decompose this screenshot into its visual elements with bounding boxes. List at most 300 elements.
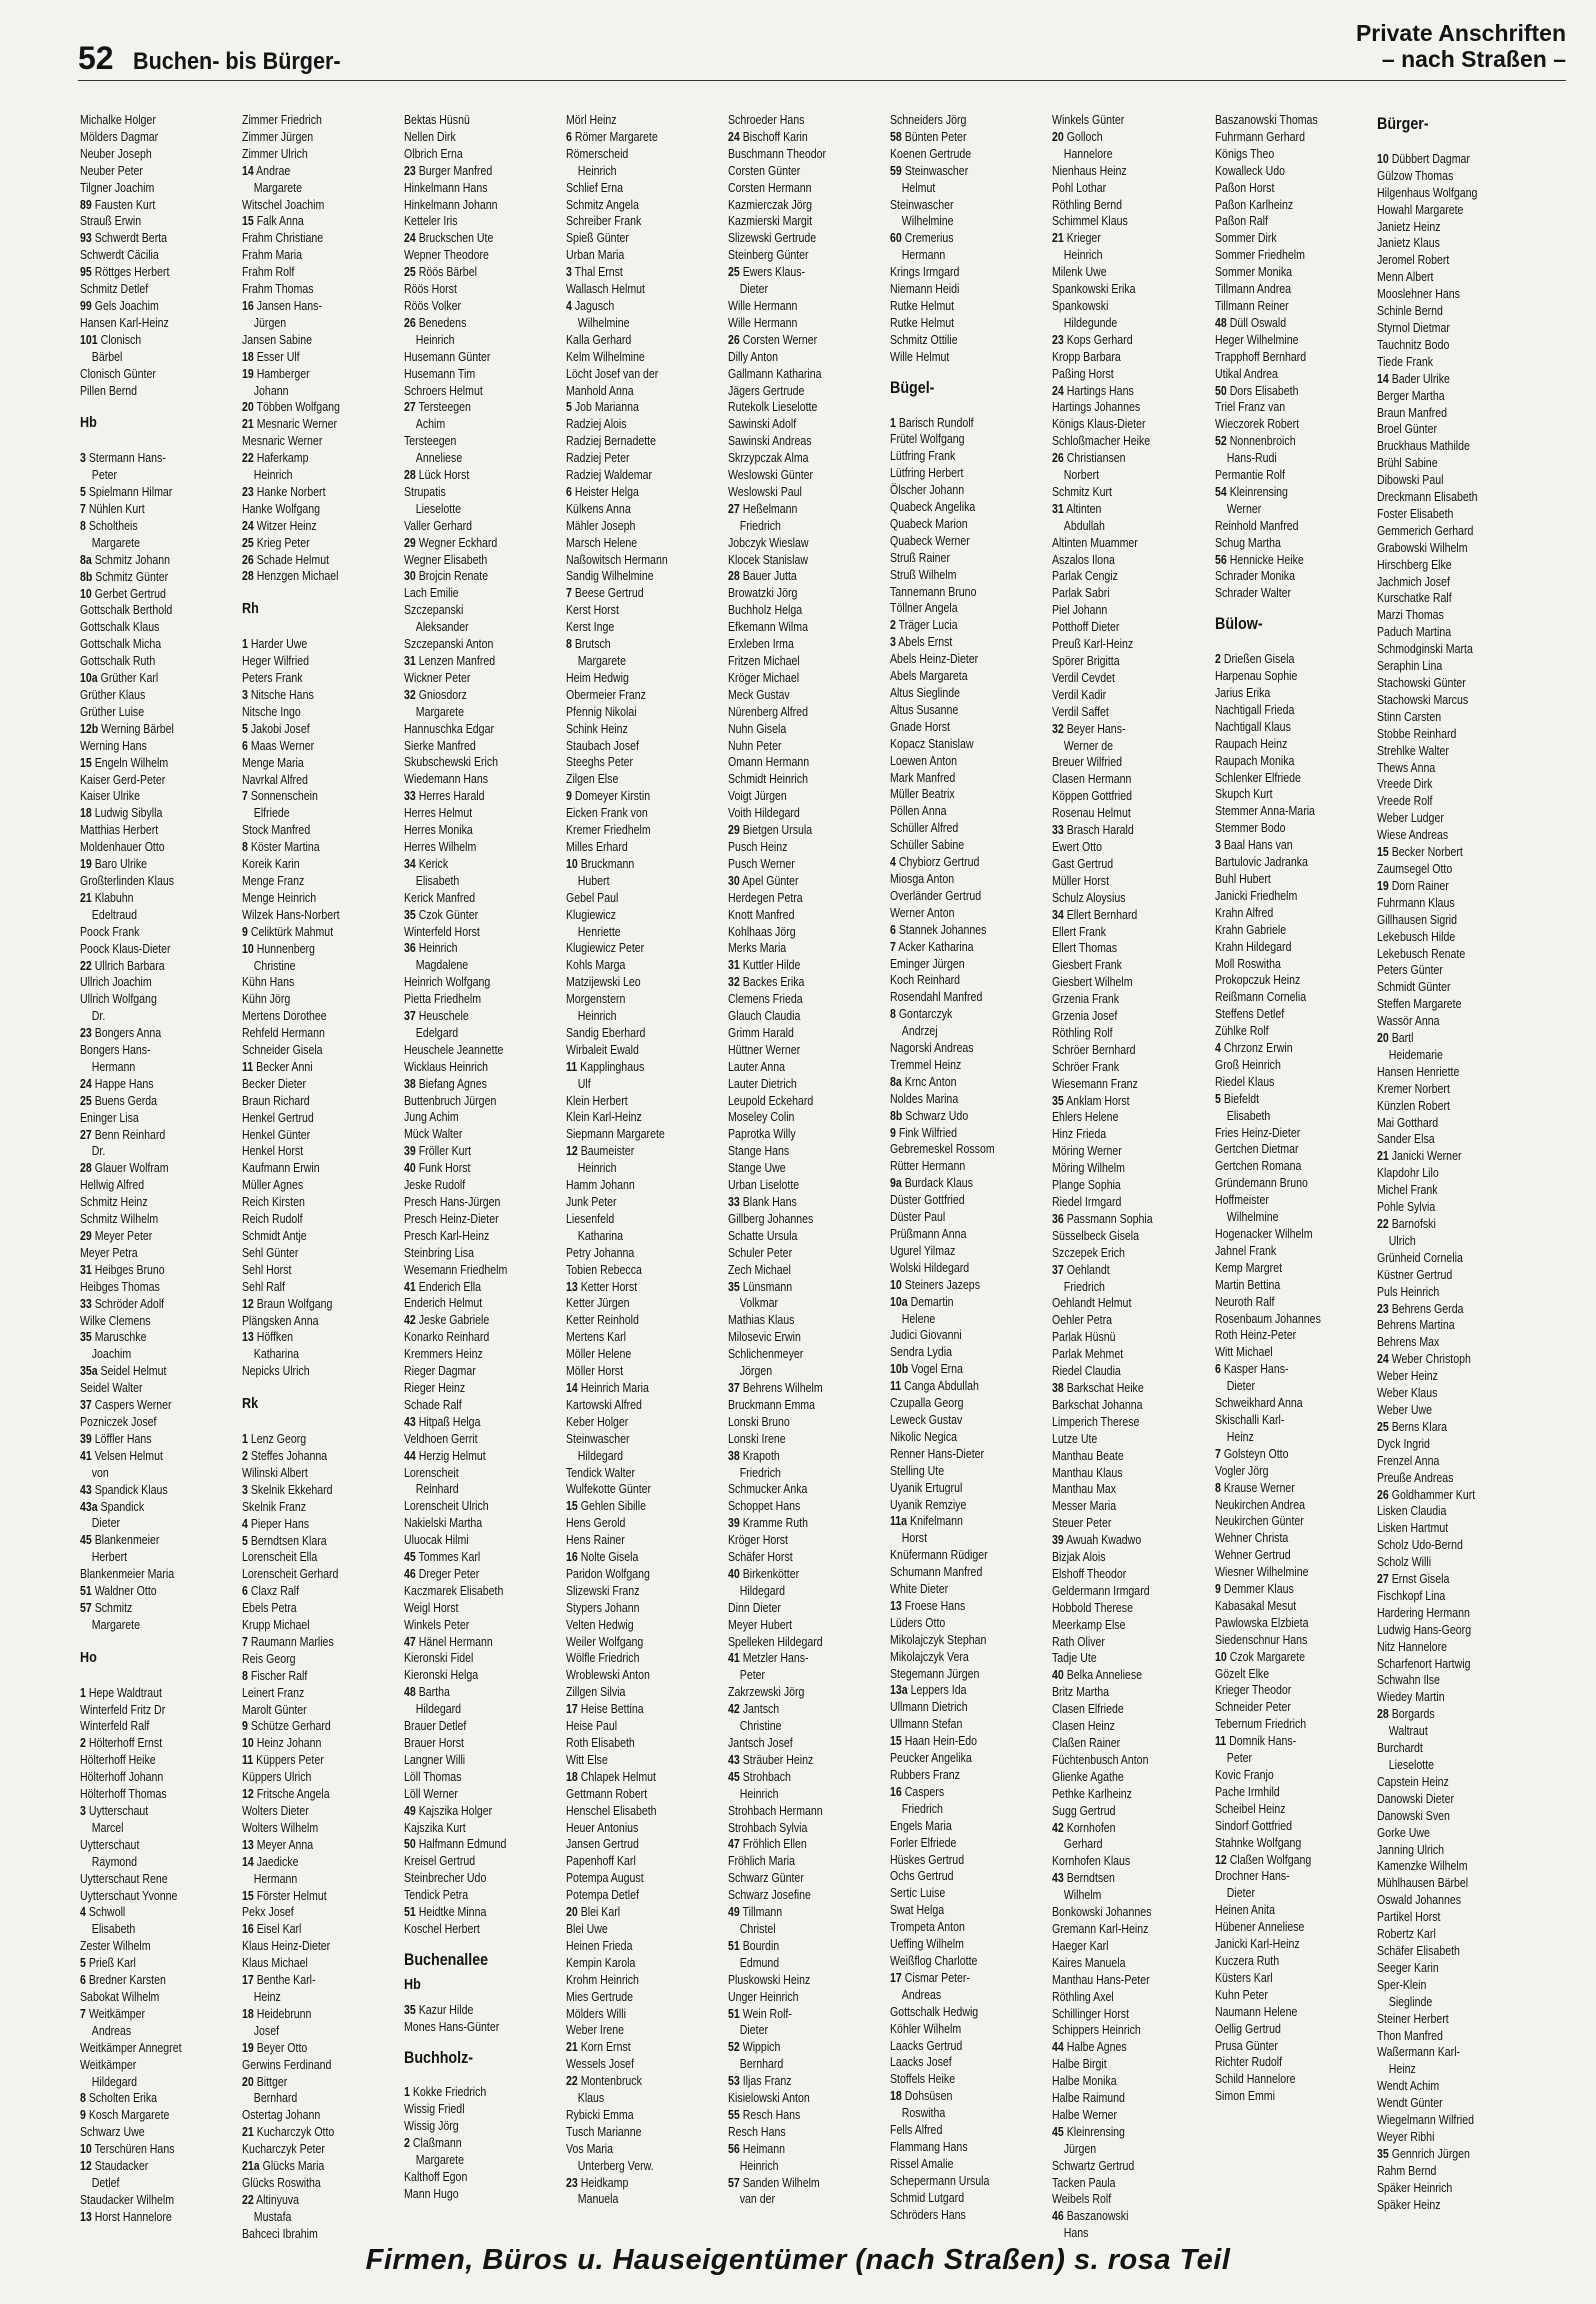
- directory-entry: Schloßmacher Heike: [1052, 434, 1151, 449]
- directory-entry: Liesenfeld: [566, 1211, 615, 1226]
- directory-entry: 5 Jakobi Josef: [242, 721, 310, 736]
- directory-entry: Giesbert Frank: [1052, 958, 1122, 973]
- directory-entry: 35 Kazur Hilde: [404, 2002, 474, 2017]
- house-number: 12: [566, 1144, 578, 1159]
- directory-entry: Stange Uwe: [728, 1161, 786, 1176]
- directory-entry: Reißmann Cornelia: [1215, 990, 1307, 1005]
- entry-continuation: Wilhelmine: [577, 315, 630, 330]
- directory-entry: Milles Erhard: [566, 839, 628, 854]
- directory-entry: Ullrich Wolfgang: [80, 992, 157, 1007]
- directory-entry: Ostertag Johann: [242, 2108, 321, 2123]
- house-number: 4: [890, 855, 896, 870]
- house-number: 23: [1052, 332, 1064, 347]
- house-number: 42: [1052, 1820, 1064, 1835]
- entry-continuation: Heinz: [1226, 1429, 1254, 1444]
- directory-entry: 15 Haan Hein-Edo: [890, 1734, 978, 1749]
- directory-entry: Wesemann Friedhelm: [404, 1262, 508, 1277]
- directory-entry: 20 Blei Karl: [566, 1905, 621, 1920]
- directory-entry: Skischalli Karl-: [1215, 1412, 1285, 1427]
- directory-entry: Radziej Peter: [566, 451, 630, 466]
- directory-entry: Hölterhoff Thomas: [80, 1787, 167, 1802]
- house-number: 32: [1052, 721, 1064, 736]
- house-number: 10: [890, 1277, 902, 1292]
- directory-entry: Lutze Ute: [1052, 1431, 1098, 1446]
- directory-entry: Kovic Franjo: [1215, 1768, 1274, 1782]
- directory-entry: Mühlhausen Bärbel: [1377, 1876, 1469, 1891]
- directory-entry: Stegemann Jürgen: [890, 1666, 980, 1681]
- entry-continuation: Hildegard: [739, 1583, 786, 1598]
- directory-entry: Omann Hermann: [728, 755, 810, 770]
- directory-entry: Marzi Thomas: [1377, 608, 1444, 623]
- directory-entry: Verdil Kadir: [1052, 687, 1107, 702]
- directory-entry: 50 Dors Elisabeth: [1215, 383, 1299, 398]
- directory-entry: Aszalos Ilona: [1052, 552, 1115, 567]
- directory-entry: Lonski Irene: [728, 1431, 786, 1446]
- directory-entry: Sabokat Wilhelm: [80, 1989, 160, 2004]
- directory-entry: 53 Iljas Franz: [728, 2074, 792, 2089]
- directory-entry: Krahn Alfred: [1215, 905, 1274, 920]
- house-number: 37: [404, 1009, 416, 1024]
- house-number: 12: [80, 2159, 92, 2174]
- directory-entry: 26 Corsten Werner: [728, 332, 818, 347]
- house-number: 1: [242, 637, 248, 652]
- entry-continuation: Magdalene: [415, 958, 469, 973]
- directory-entry: Robertz Karl: [1377, 1927, 1436, 1942]
- directory-entry: Köhler Wilhelm: [890, 2021, 962, 2036]
- directory-entry: Gebremeskel Rossom: [890, 1142, 995, 1157]
- directory-entry: Buschmann Theodor: [728, 146, 827, 161]
- directory-entry: Schmucker Anka: [728, 1482, 808, 1497]
- directory-entry: Kropp Barbara: [1052, 349, 1121, 364]
- directory-entry: Zilgen Else: [566, 772, 619, 787]
- house-number: 21: [1377, 1149, 1389, 1164]
- directory-entry: 11 Küppers Peter: [242, 1753, 324, 1768]
- entry-continuation: Wilhelm: [1063, 1888, 1102, 1903]
- directory-entry: Wölfle Friedrich: [566, 1651, 640, 1666]
- directory-entry: Schillinger Horst: [1052, 2006, 1130, 2021]
- entry-continuation: Dieter: [739, 2023, 768, 2038]
- directory-entry: Gottschalk Klaus: [80, 620, 160, 635]
- directory-entry: 35 Czok Günter: [404, 907, 479, 922]
- directory-entry: Möring Werner: [1052, 1144, 1122, 1159]
- directory-entry: Flammang Hans: [890, 2139, 968, 2154]
- house-number: 39: [80, 1431, 92, 1446]
- house-number: 18: [566, 1769, 578, 1784]
- directory-entry: Tendick Petra: [404, 1888, 469, 1903]
- directory-entry: 19 Hamberger: [242, 366, 310, 381]
- directory-entry: Köppen Gottfried: [1052, 789, 1132, 804]
- house-number: 57: [728, 2175, 740, 2190]
- house-number: 20: [566, 1905, 578, 1920]
- directory-entry: Naßowitsch Hermann: [566, 552, 668, 567]
- directory-entry: Janicki Friedhelm: [1215, 888, 1298, 903]
- directory-entry: 17 Heise Bettina: [566, 1702, 644, 1717]
- directory-entry: 39 Löffler Hans: [80, 1431, 152, 1446]
- entry-continuation: Lieselotte: [415, 501, 462, 516]
- directory-entry: Heinen Frieda: [566, 1938, 633, 1953]
- directory-entry: 20 Többen Wolfgang: [242, 400, 340, 415]
- directory-entry: Parlak Mehmet: [1052, 1347, 1124, 1362]
- house-number: 31: [80, 1262, 92, 1277]
- entry-continuation: Heinrich: [739, 2158, 779, 2173]
- house-number: 8: [890, 1007, 896, 1022]
- directory-entry: 25 Berns Klara: [1377, 1419, 1447, 1434]
- directory-entry: Lisken Claudia: [1377, 1504, 1447, 1519]
- house-number: 10: [566, 856, 578, 871]
- directory-entry: Tannemann Bruno: [890, 584, 977, 599]
- directory-entry: Reinhold Manfred: [1215, 518, 1299, 533]
- directory-entry: Marsch Helene: [566, 535, 638, 550]
- directory-entry: Neuber Peter: [80, 163, 143, 178]
- house-number: 26: [1052, 451, 1064, 466]
- directory-entry: 22 Montenbruck: [566, 2074, 642, 2089]
- directory-entry: Winkels Peter: [404, 1617, 470, 1632]
- directory-column: [404, 112, 566, 2210]
- house-number: 8b: [80, 569, 93, 584]
- directory-entry: Sandig Wilhelmine: [566, 569, 654, 584]
- directory-entry: 24 Bischoff Karin: [728, 129, 808, 144]
- house-number: 18: [242, 349, 254, 364]
- entry-continuation: Werner de: [1063, 738, 1113, 753]
- house-number: 33: [728, 1195, 740, 1209]
- directory-entry: 44 Herzig Helmut: [404, 1448, 486, 1463]
- section-title-line-2: – nach Straßen –: [1381, 46, 1566, 72]
- directory-entry: Hilgenhaus Wolfgang: [1377, 185, 1478, 200]
- entry-continuation: Ulrich: [1388, 1233, 1416, 1248]
- house-number: 13a: [890, 1683, 908, 1698]
- directory-entry: 8 Krause Werner: [1215, 1480, 1295, 1495]
- directory-entry: Stoffels Heike: [890, 2072, 956, 2087]
- house-number: 10: [242, 941, 254, 956]
- directory-entry: Ullrich Joachim: [80, 975, 152, 990]
- directory-entry: Kucharczyk Peter: [242, 2142, 325, 2157]
- directory-entry: Szczepek Erich: [1052, 1245, 1125, 1260]
- directory-entry: Kremer Friedhelm: [566, 823, 651, 838]
- house-number: 43: [728, 1752, 740, 1767]
- directory-entry: Plange Sophia: [1052, 1178, 1121, 1193]
- directory-entry: Meyer Petra: [80, 1245, 138, 1260]
- directory-entry: Wilke Clemens: [80, 1313, 151, 1328]
- house-number: 37: [728, 1380, 740, 1395]
- directory-entry: Abels Heinz-Dieter: [890, 652, 979, 667]
- directory-entry: Lorenscheit Ella: [242, 1550, 318, 1565]
- directory-entry: 11 Canga Abdullah: [890, 1379, 979, 1394]
- directory-entry: 11 Becker Anni: [242, 1059, 313, 1074]
- directory-entry: Schlenker Elfriede: [1215, 770, 1301, 785]
- section-title-line-1: Private Anschriften: [1355, 20, 1566, 46]
- house-number: 35: [1377, 2146, 1389, 2161]
- directory-entry: Clemens Frieda: [728, 992, 803, 1007]
- directory-entry: Schrader Monika: [1215, 569, 1295, 584]
- directory-entry: Müller Horst: [1052, 873, 1110, 888]
- house-number: 16: [890, 1784, 902, 1799]
- house-number: 43: [1052, 1871, 1064, 1886]
- directory-entry: Sehl Günter: [242, 1245, 299, 1260]
- directory-entry: Fries Heinz-Dieter: [1215, 1125, 1301, 1140]
- directory-entry: Winterfeld Horst: [404, 924, 480, 939]
- directory-entry: Velten Hedwig: [566, 1617, 634, 1632]
- directory-entry: Jahnel Frank: [1215, 1243, 1277, 1258]
- directory-entry: 20 Bittger: [242, 2074, 288, 2089]
- entry-continuation: Josef: [253, 2023, 280, 2038]
- directory-entry: 22 Altinyuva: [242, 2192, 300, 2207]
- directory-entry: Stemmer Anna-Maria: [1215, 804, 1315, 819]
- directory-entry: Eninger Lisa: [80, 1110, 139, 1125]
- directory-entry: Schwarz Josefine: [728, 1888, 811, 1903]
- directory-entry: Hardering Hermann: [1377, 1605, 1470, 1620]
- entry-continuation: van der: [739, 2192, 776, 2207]
- directory-entry: 3 Skelnik Ekkehard: [242, 1482, 333, 1497]
- directory-entry: Preuße Andreas: [1377, 1470, 1454, 1485]
- entry-continuation: Peter: [739, 1668, 766, 1683]
- house-number: 35a: [80, 1364, 98, 1379]
- directory-entry: Bizjak Alois: [1052, 1550, 1106, 1565]
- directory-entry: Manthau Hans-Peter: [1052, 1972, 1150, 1987]
- directory-entry: 51 Bourdin: [728, 1938, 780, 1953]
- directory-entry: Wiesemann Franz: [1052, 1076, 1138, 1091]
- directory-entry: Thon Manfred: [1377, 2028, 1443, 2043]
- directory-entry: Brühl Sabine: [1377, 456, 1438, 471]
- directory-entry: Weber Ludger: [1377, 811, 1444, 826]
- directory-entry: 60 Cremerius: [890, 231, 954, 246]
- directory-entry: Klaus Heinz-Dieter: [242, 1939, 331, 1954]
- entry-continuation: Andreas: [901, 1987, 942, 2002]
- directory-entry: 7 Golsteyn Otto: [1215, 1446, 1289, 1461]
- house-number: 6: [242, 1584, 248, 1599]
- house-number: 19: [1377, 878, 1389, 893]
- directory-entry: Keber Holger: [566, 1414, 629, 1429]
- directory-entry: Mooslehner Hans: [1377, 287, 1460, 302]
- spacer: [80, 440, 216, 450]
- directory-entry: Pozniczek Josef: [80, 1414, 157, 1429]
- directory-entry: Hölterhoff Heike: [80, 1753, 156, 1768]
- directory-entry: Kieronski Fidel: [404, 1651, 474, 1666]
- directory-entry: Blei Uwe: [566, 1921, 608, 1936]
- entry-continuation: Dieter: [1226, 1379, 1255, 1394]
- directory-entry: Michalke Holger: [80, 113, 156, 127]
- house-number: 42: [404, 1313, 416, 1328]
- directory-entry: Radziej Bernadette: [566, 434, 656, 449]
- directory-entry: 16 Nolte Gisela: [566, 1550, 639, 1565]
- directory-entry: Kohlhaas Jörg: [728, 924, 796, 939]
- directory-entry: Heger Wilhelmine: [1215, 332, 1299, 347]
- directory-entry: Steinberg Günter: [728, 248, 809, 263]
- directory-entry: 39 Awuah Kwadwo: [1052, 1533, 1142, 1548]
- house-number: 18: [242, 2006, 254, 2021]
- house-number: 37: [80, 1398, 92, 1413]
- directory-entry: Schroeder Hans: [728, 113, 805, 127]
- directory-entry: 10 Gerbet Gertrud: [80, 586, 166, 601]
- directory-entry: Kazmierczak Jörg: [728, 197, 813, 212]
- house-number: 45: [80, 1533, 92, 1548]
- directory-entry: Kamenzke Wilhelm: [1377, 1859, 1468, 1874]
- directory-entry: Geldermann Irmgard: [1052, 1583, 1150, 1598]
- house-number: 46: [404, 1566, 416, 1581]
- directory-entry: Erxleben Irma: [728, 637, 794, 652]
- directory-entry: Poock Frank: [80, 924, 140, 939]
- house-number: 15: [566, 1499, 578, 1514]
- directory-entry: Römerscheid: [566, 146, 629, 161]
- house-number: 48: [1215, 315, 1227, 330]
- directory-entry: 40 Birkenkötter: [728, 1566, 800, 1581]
- house-number: 44: [1052, 2040, 1064, 2055]
- house-number: 15: [242, 214, 254, 229]
- directory-entry: Pohle Sylvia: [1377, 1200, 1436, 1215]
- directory-entry: Bruckmann Emma: [728, 1397, 816, 1412]
- entry-continuation: Friedrich: [1063, 1279, 1105, 1294]
- directory-entry: Kröger Michael: [728, 670, 800, 685]
- directory-entry: Klaus Michael: [242, 1956, 308, 1971]
- directory-entry: Elshoff Theodor: [1052, 1566, 1127, 1581]
- house-number: 93: [80, 231, 92, 246]
- directory-entry: Kerst Horst: [566, 603, 619, 618]
- directory-entry: Winkels Günter: [1052, 113, 1125, 127]
- house-number: 38: [404, 1076, 416, 1091]
- directory-entry: Löll Thomas: [404, 1769, 462, 1784]
- directory-entry: Uluocak Hilmi: [404, 1533, 469, 1548]
- directory-entry: 32 Backes Erika: [728, 975, 805, 990]
- directory-entry: 25 Röös Bärbel: [404, 265, 477, 280]
- directory-entry: 25 Ewers Klaus-: [728, 265, 806, 280]
- directory-entry: Ugurel Yilmaz: [890, 1243, 956, 1258]
- directory-entry: Tacken Paula: [1052, 2175, 1116, 2190]
- directory-entry: Grimm Harald: [728, 1025, 794, 1040]
- directory-entry: Wehner Christa: [1215, 1531, 1289, 1546]
- directory-entry: Wille Hermann: [728, 298, 798, 313]
- directory-entry: Parlak Sabri: [1052, 586, 1110, 601]
- directory-entry: 8a Schmitz Johann: [80, 552, 170, 567]
- directory-entry: 41 Enderich Ella: [404, 1279, 482, 1294]
- directory-entry: Enderich Helmut: [404, 1296, 483, 1311]
- directory-entry: Krohm Heinrich: [566, 1972, 639, 1987]
- directory-entry: Efkemann Wilma: [728, 620, 808, 635]
- directory-entry: Herres Helmut: [404, 806, 473, 821]
- directory-entry: Wiedey Martin: [1377, 1690, 1445, 1705]
- directory-entry: 6 Römer Margarete: [566, 129, 658, 144]
- directory-entry: 28 Henzgen Michael: [242, 569, 339, 584]
- house-number: 52: [1215, 434, 1227, 449]
- directory-entry: Brauer Detlef: [404, 1719, 467, 1734]
- directory-entry: Noldes Marina: [890, 1091, 959, 1106]
- directory-entry: Tillmann Andrea: [1215, 282, 1292, 297]
- spacer: [242, 1380, 378, 1390]
- directory-entry: Martin Bettina: [1215, 1277, 1281, 1292]
- entry-continuation: Helmut: [901, 180, 936, 195]
- directory-entry: Staubach Josef: [566, 738, 639, 753]
- directory-entry: Großterlinden Klaus: [80, 873, 175, 888]
- directory-entry: Leinert Franz: [242, 1685, 305, 1700]
- house-number: 25: [728, 265, 740, 280]
- house-number: 6: [242, 738, 248, 753]
- directory-column: [1052, 112, 1214, 2241]
- directory-entry: Röthling Axel: [1052, 1989, 1114, 2004]
- house-number: 28: [728, 569, 740, 584]
- directory-entry: Stypers Johann: [566, 1600, 640, 1615]
- directory-entry: 2 Drießen Gisela: [1215, 652, 1295, 667]
- directory-entry: 3 Nitsche Hans: [242, 688, 314, 702]
- directory-entry: Hens Gerold: [566, 1516, 626, 1531]
- directory-entry: 27 Benn Reinhard: [80, 1127, 166, 1142]
- directory-entry: 10b Vogel Erna: [890, 1362, 963, 1377]
- directory-entry: Weber Heinz: [1377, 1369, 1438, 1384]
- directory-entry: 16 Eisel Karl: [242, 1922, 302, 1937]
- directory-entry: 33 Herres Harald: [404, 789, 485, 804]
- directory-entry: Jägers Gertrude: [728, 383, 805, 398]
- house-number: 56: [1215, 552, 1227, 567]
- directory-entry: Wille Helmut: [890, 349, 950, 364]
- directory-entry: 4 Pieper Hans: [242, 1516, 310, 1531]
- entry-continuation: Edelgard: [415, 1025, 459, 1040]
- house-number: 8: [566, 637, 572, 652]
- directory-entry: Potempa Detlef: [566, 1888, 639, 1903]
- directory-entry: Löcht Josef van der: [566, 366, 659, 381]
- directory-entry: Paßing Horst: [1052, 366, 1114, 381]
- directory-entry: 23 Bongers Anna: [80, 1026, 162, 1041]
- house-number: 39: [1052, 1533, 1064, 1548]
- house-number: 6: [566, 129, 572, 144]
- directory-entry: Tilgner Joachim: [80, 180, 155, 195]
- directory-entry: 23 Hanke Norbert: [242, 484, 326, 499]
- directory-entry: Ketter Jürgen: [566, 1296, 630, 1311]
- directory-entry: Seidel Walter: [80, 1381, 143, 1396]
- directory-entry: Knott Manfred: [728, 907, 795, 922]
- directory-entry: Schäfer Elisabeth: [1377, 1943, 1460, 1958]
- entry-continuation: Wilhelmine: [901, 214, 954, 229]
- house-number: 4: [80, 1905, 86, 1920]
- entry-continuation: Joachim: [91, 1347, 132, 1362]
- directory-entry: Schinle Bernd: [1377, 304, 1443, 319]
- house-number: 33: [80, 1296, 92, 1311]
- directory-entry: Hellwig Alfred: [80, 1178, 145, 1193]
- directory-entry: Klein Karl-Heinz: [566, 1110, 642, 1125]
- directory-entry: 9 Demmer Klaus: [1215, 1582, 1294, 1597]
- directory-entry: Füchtenbusch Anton: [1052, 1752, 1149, 1767]
- directory-entry: Mies Gertrude: [566, 1989, 634, 2004]
- house-number: 45: [728, 1769, 740, 1784]
- directory-entry: 50 Halfmann Edmund: [404, 1837, 507, 1852]
- directory-entry: Meck Gustav: [728, 687, 790, 702]
- directory-entry: Skelnik Franz: [242, 1499, 307, 1514]
- directory-entry: Wissig Jörg: [404, 2119, 459, 2134]
- directory-entry: Lonski Bruno: [728, 1414, 790, 1429]
- directory-entry: Bongers Hans-: [80, 1043, 151, 1058]
- directory-entry: Altinten Muammer: [1052, 535, 1138, 550]
- directory-entry: Wiese Andreas: [1377, 828, 1449, 843]
- directory-entry: 41 Metzler Hans-: [728, 1651, 809, 1666]
- directory-entry: Grüther Klaus: [80, 688, 146, 702]
- directory-entry: Sehl Ralf: [242, 1279, 285, 1294]
- directory-entry: Hanke Wolfgang: [242, 501, 321, 516]
- directory-entry: Schreiber Frank: [566, 214, 642, 229]
- entry-continuation: Reinhard: [415, 1482, 459, 1497]
- directory-entry: 21 Klabuhn: [80, 890, 134, 905]
- entry-continuation: Margarete: [91, 1617, 140, 1632]
- directory-entry: Halbe Werner: [1052, 2107, 1118, 2122]
- directory-entry: Seraphin Lina: [1377, 659, 1443, 674]
- house-number: 7: [890, 939, 896, 954]
- directory-entry: Schmitz Ottilie: [890, 332, 958, 347]
- directory-entry: 48 Bartha: [404, 1685, 450, 1700]
- house-number: 49: [728, 1905, 740, 1920]
- entry-continuation: Edmund: [739, 1955, 780, 1970]
- directory-entry: 38 Barkschat Heike: [1052, 1380, 1144, 1395]
- directory-entry: Strauß Erwin: [80, 214, 142, 229]
- directory-entry: Gottschalk Micha: [80, 637, 162, 652]
- house-number: 16: [242, 1922, 254, 1937]
- house-number: 5: [566, 400, 572, 415]
- directory-entry: 37 Caspers Werner: [80, 1398, 172, 1413]
- house-number: 51: [728, 2006, 740, 2021]
